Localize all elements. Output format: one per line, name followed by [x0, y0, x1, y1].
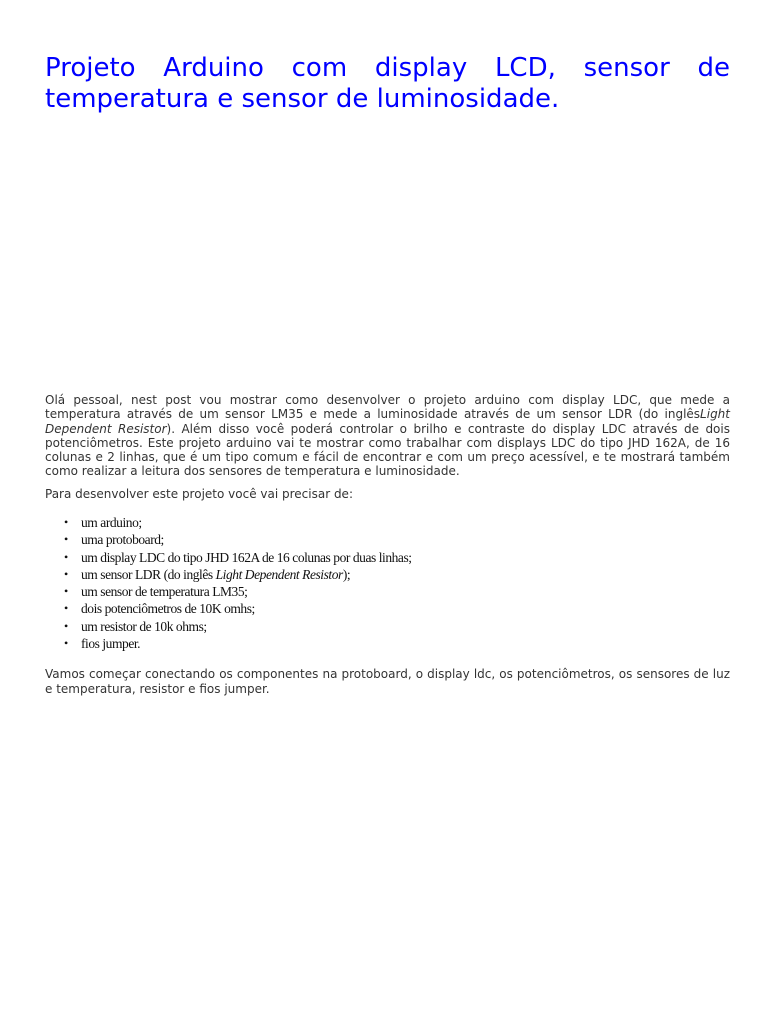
list-item-text: um resistor de 10k ohms; — [81, 618, 207, 634]
article-title: Projeto Arduino com display LCD, sensor de temperatura e sensor de luminosidade. — [45, 53, 730, 114]
intro-italic-term: Light Dependent Resistor — [45, 407, 730, 436]
list-item-text: dois potenciômetros de 10K omhs; — [81, 601, 255, 617]
list-item — [45, 600, 730, 617]
list-item — [45, 566, 730, 583]
list-item-text-end: ); — [342, 566, 351, 582]
list-item-text: fios jumper. — [81, 636, 141, 652]
list-item — [45, 635, 730, 652]
list-item-text: um display LDC do tipo JHD 162A de 16 colunas por duas linhas; — [81, 549, 412, 565]
list-item — [45, 618, 730, 635]
bullet-icon: • — [64, 549, 68, 564]
intro-text-start: Olá pessoal, nest post vou mostrar como desenvolver o projeto arduino com display LDC, que mede a temperatura através de um sensor LM35 e mede a luminosidade através de um sensor LDR (do inglês — [45, 393, 730, 422]
bullet-icon: • — [64, 601, 68, 616]
list-item — [45, 514, 730, 531]
intro-paragraph — [45, 393, 730, 479]
requirements-list — [45, 514, 730, 652]
list-item — [45, 549, 730, 566]
list-item-italic-term: Light Dependent Resistor — [215, 566, 343, 582]
intro-text-end: ). Além disso você poderá controlar o brilho e contraste do display LDC através de dois potenciômetros. Este projeto arduino vai te mostrar como trabalhar com displays LDC do tipo JHD 162A, de 16 colunas e 2 linhas, que é um tipo comum e fácil de encontrar e com um preço acessível, e te mostrará também como realizar a leitura dos sensores de temperatura e luminosidade. — [45, 421, 730, 479]
bullet-icon: • — [64, 618, 68, 633]
bullet-icon: • — [64, 584, 68, 599]
list-item — [45, 583, 730, 600]
closing-paragraph: Vamos começar conectando os componentes na protoboard, o display ldc, os potenciômetros, os sensores de luz e temperatura, resistor e fios jumper. — [45, 667, 730, 696]
list-item-text: um sensor de temperatura LM35; — [81, 584, 248, 600]
bullet-icon: • — [64, 532, 68, 547]
list-item-text: uma protoboard; — [81, 532, 164, 548]
requirements-heading: Para desenvolver este projeto você vai precisar de: — [45, 487, 353, 501]
list-item-text: um sensor LDR (do inglês — [81, 566, 216, 582]
bullet-icon: • — [64, 566, 68, 581]
list-item-text: um arduino; — [81, 515, 142, 530]
bullet-icon: • — [64, 636, 68, 651]
list-item — [45, 531, 730, 548]
bullet-icon: • — [64, 515, 68, 529]
